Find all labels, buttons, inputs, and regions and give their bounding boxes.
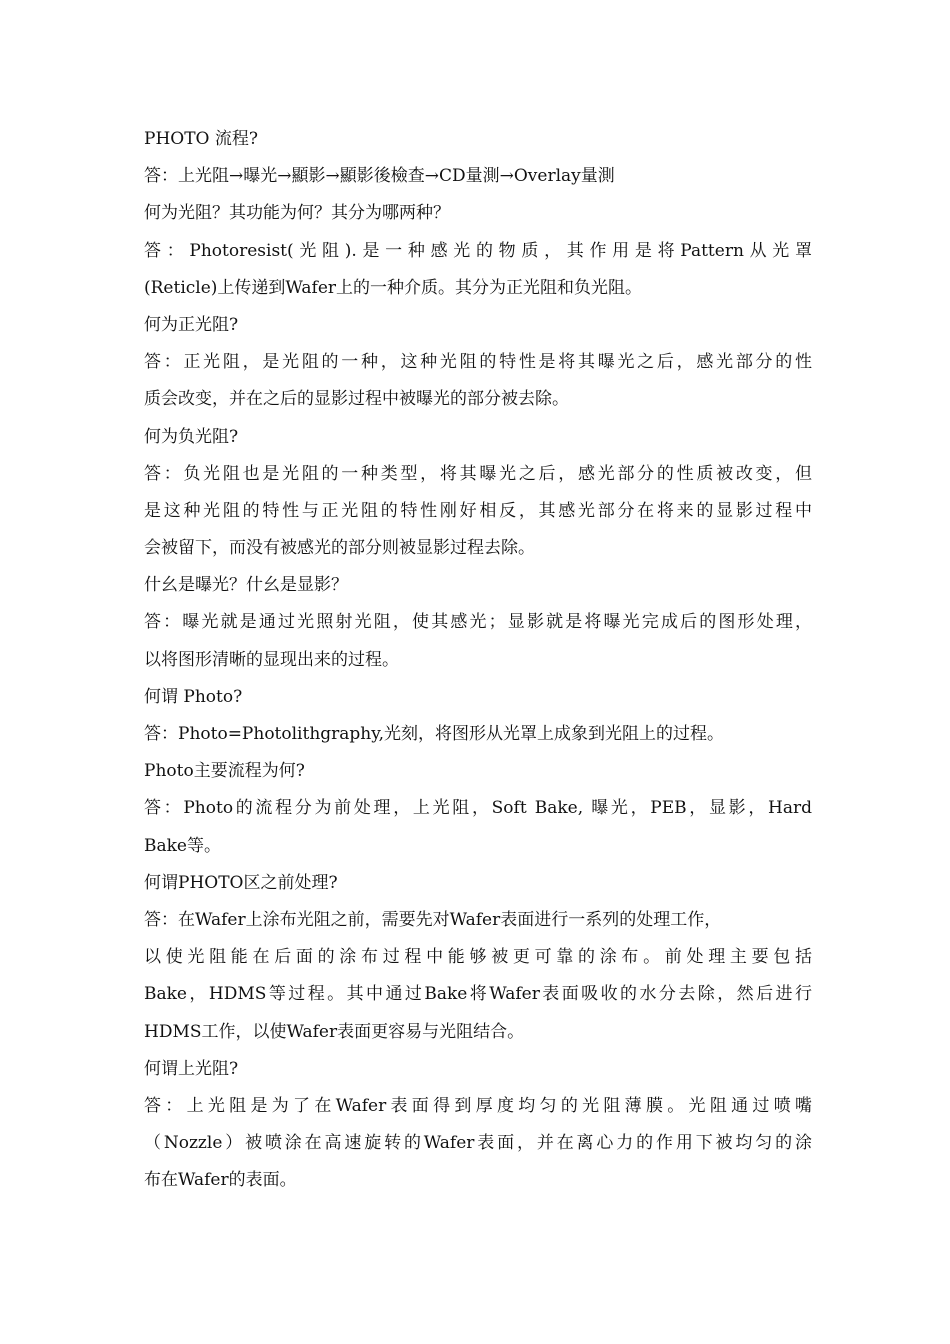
document-body [144,121,812,1199]
answer-line: 答：正光阻，是光阻的一种，这种光阻的特性是将其曝光之后，感光部分的性 [144,352,812,373]
question-line: 何为负光阻? [144,426,239,447]
question-line: PHOTO 流程? [144,129,258,149]
answer-line: 答：Photo=Photolithgraphy,光刻，将图形从光罩上成象到光阻上的过程。 [144,724,724,744]
answer-line: 布在Wafer的表面。 [144,1170,297,1191]
question-line: 何谓PHOTO区之前处理? [144,872,338,893]
answer-line: 答：负光阻也是光阻的一种类型，将其曝光之后，感光部分的性质被改变，但 [144,463,812,484]
question-line: 什幺是曝光？什幺是显影？ [144,575,348,596]
answer-line: HDMS工作，以使Wafer表面更容易与光阻结合。 [144,1021,525,1042]
question-line: 何谓 Photo? [144,686,243,707]
answer-line: 质会改变，并在之后的显影过程中被曝光的部分被去除。 [144,389,569,410]
answer-line: 答：在Wafer上涂布光阻之前，需要先对Wafer表面进行一系列的处理工作， [144,909,722,930]
answer-line: 答：上光阻→曝光→顯影→顯影後檢查→CD量測→Overlay量測 [144,166,615,187]
question-line: Photo主要流程为何? [144,761,305,782]
question-line: 何为正光阻? [144,314,239,335]
question-line: 何谓上光阻? [144,1058,239,1079]
answer-line: 答：上光阻是为了在Wafer表面得到厚度均匀的光阻薄膜。光阻通过喷嘴 [144,1095,812,1116]
answer-line: 会被留下，而没有被感光的部分则被显影过程去除。 [144,538,535,559]
answer-line: (Reticle)上传递到Wafer上的一种介质。其分为正光阻和负光阻。 [144,277,643,298]
answer-line: （Nozzle）被喷涂在高速旋转的Wafer表面，并在离心力的作用下被均匀的涂 [144,1133,812,1154]
answer-line: Bake等。 [144,835,221,856]
question-line: 何为光阻？其功能为何？其分为哪两种？ [144,203,450,224]
answer-line: 答：Photoresist(光阻).是一种感光的物质，其作用是将Pattern从光罩 [144,240,812,261]
answer-line: 答：Photo的流程分为前处理，上光阻，Soft Bake, 曝光，PEB，显影，Hard [144,798,812,819]
answer-line: 答：曝光就是通过光照射光阻，使其感光；显影就是将曝光完成后的图形处理， [144,612,812,633]
answer-line: 以使光阻能在后面的涂布过程中能够被更可靠的涂布。前处理主要包括 [144,947,812,968]
answer-line: 是这种光阻的特性与正光阻的特性刚好相反，其感光部分在将来的显影过程中 [144,500,812,521]
answer-line: 以将图形清晰的显现出来的过程。 [144,649,399,670]
answer-line: Bake，HDMS等过程。其中通过Bake将Wafer表面吸收的水分去除，然后进行 [144,984,812,1005]
